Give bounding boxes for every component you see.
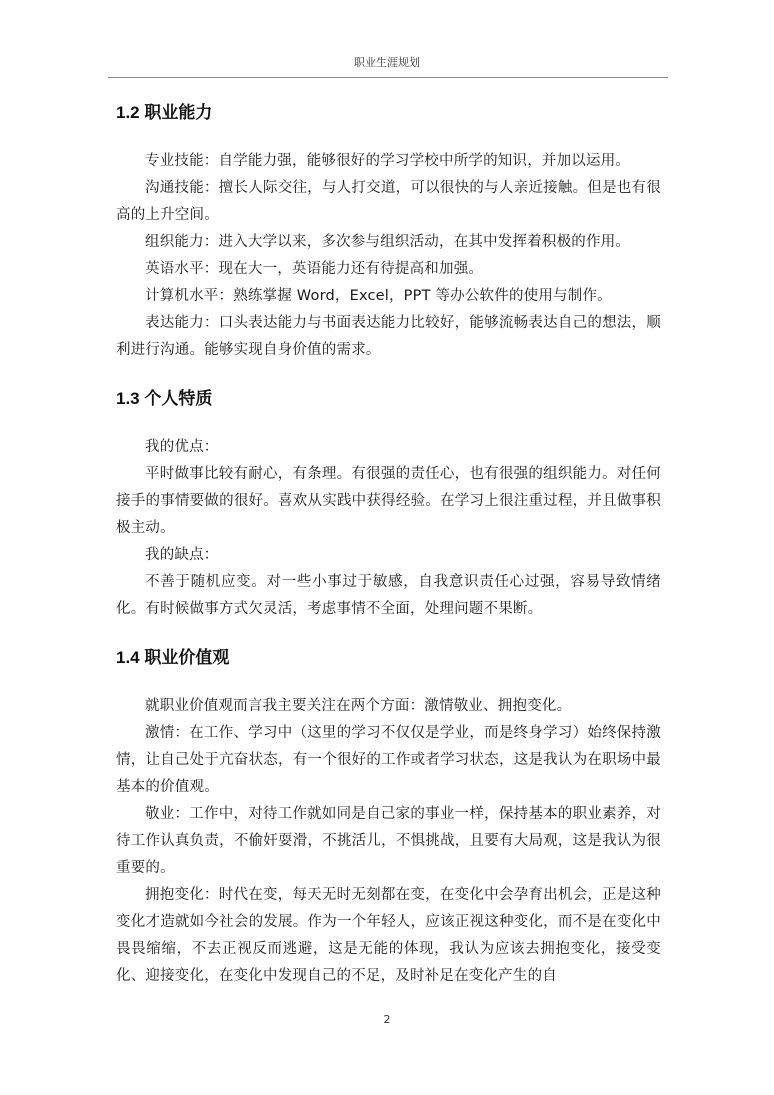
paragraph: 我的优点： (145, 439, 219, 455)
paragraph: 组织能力：进入大学以来，多次参与组织活动，在其中发挥着积极的作用。 (145, 234, 631, 250)
paragraph: 不善于随机应变。对一些小事过于敏感，自我意识责任心过强，容易导致情绪化。有时候做事方式欠灵活，考虑事情不全面，处理问题不果断。 (116, 574, 661, 617)
paragraph: 沟通技能：擅长人际交往，与人打交道，可以很快的与人亲近接触。但是也有很高的上升空间。 (116, 180, 661, 223)
section-title: 1.4 职业价值观 (116, 648, 230, 667)
page-header-title: 职业生涯规划 (354, 56, 420, 69)
header-divider (108, 77, 668, 78)
paragraph: 我的缺点： (145, 547, 219, 563)
paragraph: 敬业：工作中，对待工作就如同是自己家的事业一样，保持基本的职业素养，对待工作认真负责，不偷奸耍滑，不挑活儿，不惧挑战，且要有大局观，这是我认为很重要的。 (116, 806, 661, 876)
page-number: 2 (383, 1013, 391, 1026)
paragraph: 专业技能：自学能力强，能够很好的学习学校中所学的知识，并加以运用。 (145, 153, 631, 169)
section-career-values (116, 643, 661, 990)
section-title: 1.2 职业能力 (116, 103, 213, 122)
paragraph: 激情：在工作、学习中（这里的学习不仅仅是学业，而是终身学习）始终保持激情，让自己处于亢奋状态，有一个很好的工作或者学习状态，这是我认为在职场中最基本的价值观。 (116, 725, 661, 795)
document-body (116, 98, 661, 990)
paragraph: 英语水平：现在大一，英语能力还有待提高和加强。 (145, 261, 484, 277)
paragraph: 拥抱变化：时代在变，每天无时无刻都在变，在变化中会孕育出机会，正是这种变化才造就如今社会的发展。作为一个年轻人，应该正视这种变化，而不是在变化中畏畏缩缩，不去正视反而逃避，这是无能的体现，我认为应该去拥抱变化，接受变化、迎接变化，在变化中发现自己的不足，及时补足在变化产生的自 (116, 887, 661, 984)
paragraph: 就职业价值观而言我主要关注在两个方面：激情敬业、拥抱变化。 (145, 698, 572, 714)
section-career-ability (116, 98, 661, 364)
section-title: 1.3 个人特质 (116, 389, 213, 408)
section-personal-traits (116, 384, 661, 623)
paragraph: 平时做事比较有耐心，有条理。有很强的责任心，也有很强的组织能力。对任何接手的事情要做的很好。喜欢从实践中获得经验。在学习上很注重过程，并且做事积极主动。 (116, 466, 661, 536)
paragraph: 计算机水平：熟练掌握 Word，Excel，PPT 等办公软件的使用与制作。 (145, 288, 612, 304)
paragraph: 表达能力：口头表达能力与书面表达能力比较好，能够流畅表达自己的想法，顺利进行沟通。能够实现自身价值的需求。 (116, 315, 661, 358)
